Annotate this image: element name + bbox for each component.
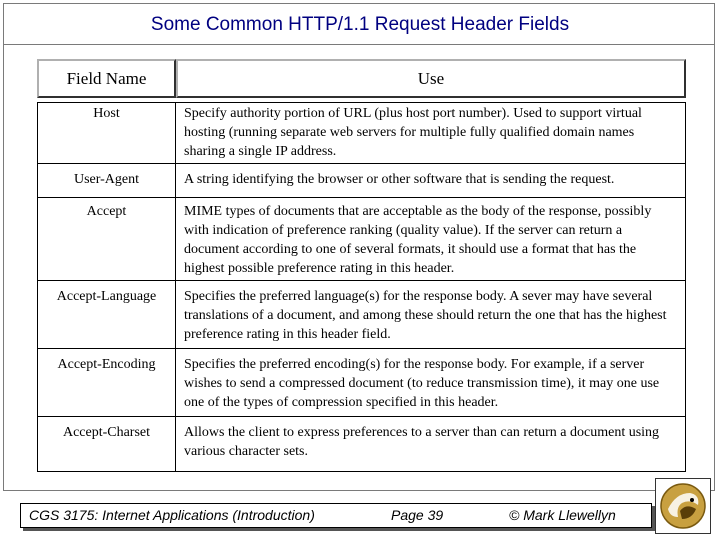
- field-name-cell: Accept-Charset: [37, 417, 176, 472]
- footer-bar: [20, 503, 652, 528]
- field-use-cell: MIME types of documents that are acceptable as the body of the response, possibly with indication of preference ranking (quality value). If the server can return a document according to one of several formats, it should use a format that has the highest possible preference rating in this header.: [176, 198, 686, 281]
- field-use-cell: A string identifying the browser or other software that is sending the request.: [176, 164, 686, 198]
- table-row: [37, 198, 686, 281]
- field-use-cell: Specifies the preferred language(s) for the response body. A sever may have several translations of a document, and among these should return the one that has the highest preference rating in this header field.: [176, 281, 686, 349]
- field-name-cell: Accept-Encoding: [37, 349, 176, 417]
- field-use-cell: Specify authority portion of URL (plus host port number). Used to support virtual hosting (running separate web servers for multiple fully qualified domain names sharing a single IP address.: [176, 102, 686, 164]
- university-logo-icon: [655, 478, 711, 534]
- table-header-row: [37, 59, 686, 98]
- footer-divider: [3, 490, 715, 491]
- slide-title: Some Common HTTP/1.1 Request Header Fields: [150, 14, 570, 35]
- slide-footer: [0, 490, 720, 540]
- footer-course: CGS 3175: Internet Applications (Introduction): [29, 507, 315, 523]
- field-use-cell: Specifies the preferred encoding(s) for the response body. For example, if a server wishes to send a compressed document (to reduce transmission time), it may one use one of the types of compression specified in this header.: [176, 349, 686, 417]
- title-divider: [3, 44, 715, 45]
- column-header-use: Use: [176, 59, 686, 98]
- field-use-cell: Allows the client to express preferences to a server than can return a document using various character sets.: [176, 417, 686, 472]
- field-name-cell: Host: [37, 102, 176, 164]
- column-header-field-name: Field Name: [37, 59, 176, 98]
- table-row: [37, 281, 686, 349]
- field-name-cell: Accept-Language: [37, 281, 176, 349]
- header-fields-table: [37, 59, 686, 472]
- table-row: [37, 417, 686, 472]
- field-name-cell: Accept: [37, 198, 176, 281]
- table-row: [37, 164, 686, 198]
- field-name-cell: User-Agent: [37, 164, 176, 198]
- footer-page-number: Page 39: [391, 507, 444, 523]
- footer-copyright: © Mark Llewellyn: [509, 507, 616, 523]
- table-row: [37, 102, 686, 164]
- table-row: [37, 349, 686, 417]
